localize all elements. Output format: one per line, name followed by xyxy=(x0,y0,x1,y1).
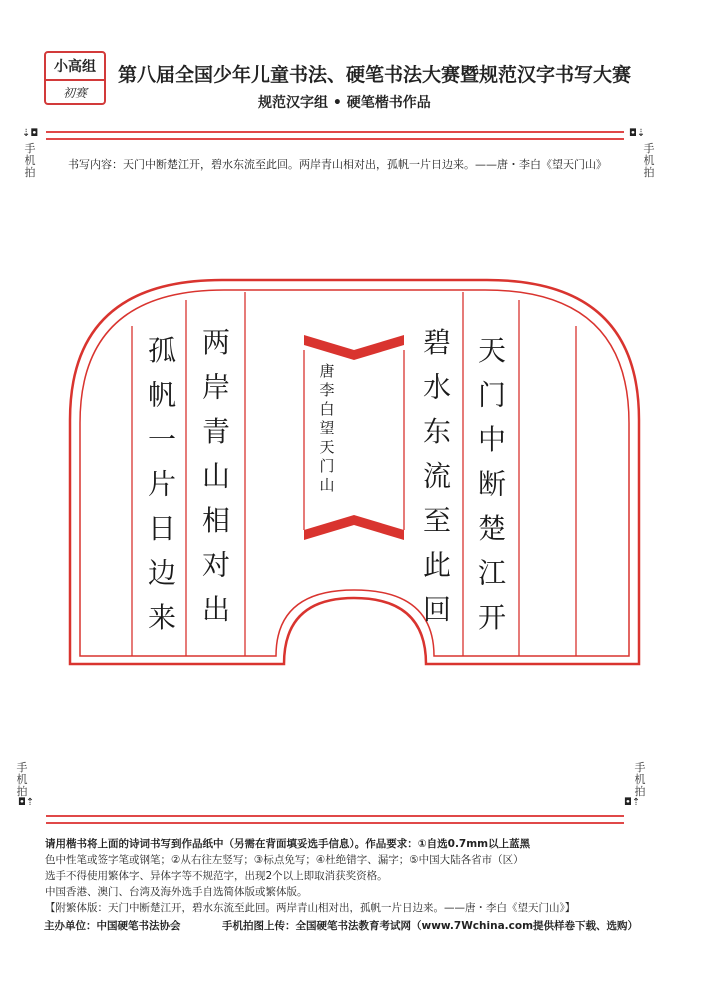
phone-photo-label-bottom-right: 手机拍 xyxy=(634,761,646,798)
calligraphy-char: 回 xyxy=(422,593,452,626)
calligraphy-char: 水 xyxy=(422,370,452,404)
calligraphy-char: 两 xyxy=(201,326,231,359)
requirements-line: 请用楷书将上面的诗词书写到作品纸中（另需在背面填妥选手信息）。作品要求：①自选0.7mm以上蓝黑 xyxy=(45,838,531,850)
calligraphy-char: 门 xyxy=(477,378,507,412)
bottom-rule-inner xyxy=(46,822,624,824)
requirements-line: 选手不得使用繁体字、异体字等不规范字，出现2个以上即取消获奖资格。 xyxy=(45,870,388,882)
requirements-line: 色中性笔或签字笔或钢笔；②从右往左竖写；③标点免写；④杜绝错字、漏字；⑤中国大陆各省市（区） xyxy=(45,854,524,866)
camera-mark-bottom-right xyxy=(624,797,640,808)
calligraphy-char: 流 xyxy=(422,459,452,493)
writing-content-line: 书写内容：天门中断楚江开，碧水东流至此回。两岸青山相对出，孤帆一片日边来。——唐・李白《望天门山》 xyxy=(68,158,607,171)
calligraphy-char: 对 xyxy=(201,548,231,582)
calligraphy-char: 岸 xyxy=(201,370,231,404)
page-title: 第八届全国少年儿童书法、硬笔书法大赛暨规范汉字书写大赛 xyxy=(118,64,632,86)
camera-icon: ◘ xyxy=(624,797,632,808)
calligraphy-char: 来 xyxy=(147,601,177,634)
calligraphy-char: 碧 xyxy=(422,326,452,359)
calligraphy-char: 片 xyxy=(147,467,177,501)
signature-char: 门 xyxy=(319,457,335,475)
signature-char: 白 xyxy=(319,400,335,418)
calligraphy-char: 天 xyxy=(477,334,507,367)
signature-top-ornament xyxy=(304,335,404,360)
page-subtitle: 规范汉字组 • 硬笔楷书作品 xyxy=(258,95,431,111)
requirements-line: 【附繁体版：天门中断楚江开，碧水东流至此回。两岸青山相对出，孤帆一片日边来。——唐・李白《望天门山》】 xyxy=(45,902,576,914)
requirements-block xyxy=(45,836,635,916)
calligraphy-char: 日 xyxy=(147,512,177,545)
footer-upload-info: 手机拍图上传：全国硬笔书法教育考试网（www.7Wchina.com提供样卷下载、选购） xyxy=(222,920,639,932)
phone-photo-label-top-right: 手机拍 xyxy=(643,142,655,179)
phone-photo-label-top-left: 手机拍 xyxy=(24,142,36,179)
camera-icon: ◘ xyxy=(18,797,26,808)
footer-organizer: 主办单位：中国硬笔书法协会 xyxy=(44,920,181,932)
signature-char: 唐 xyxy=(319,362,335,380)
signature-char: 山 xyxy=(319,476,335,494)
calligraphy-char: 东 xyxy=(422,415,452,448)
arrow-icon: ⇡ xyxy=(631,797,641,808)
calligraphy-char: 山 xyxy=(201,459,231,493)
signature-char: 李 xyxy=(319,381,335,399)
badge-round-label: 初赛 xyxy=(62,85,87,100)
calligraphy-char: 此 xyxy=(422,548,452,582)
signature-char: 天 xyxy=(319,438,335,456)
calligraphy-char: 断 xyxy=(477,467,507,501)
calligraphy-char: 一 xyxy=(147,423,177,456)
calligraphy-char: 相 xyxy=(201,504,231,537)
arrow-icon: ⇡ xyxy=(25,797,35,808)
calligraphy-char: 青 xyxy=(201,415,231,448)
calligraphy-char: 开 xyxy=(477,601,507,634)
requirements-line: 中国香港、澳门、台湾及海外选手自选简体版或繁体版。 xyxy=(45,886,308,898)
camera-icon: ◘ xyxy=(30,128,39,139)
calligraphy-char: 边 xyxy=(147,556,177,590)
calligraphy-char: 帆 xyxy=(147,378,177,412)
signature-bottom-ornament xyxy=(304,515,404,540)
camera-icon: ◘ xyxy=(629,128,637,139)
calligraphy-char: 孤 xyxy=(147,334,177,367)
calligraphy-char: 出 xyxy=(201,593,231,626)
signature-char: 望 xyxy=(319,419,335,437)
phone-photo-label-bottom-left: 手机拍 xyxy=(16,761,28,798)
badge-group-label: 小高组 xyxy=(46,53,104,81)
camera-mark-bottom-left xyxy=(18,797,34,808)
arrow-icon: ⇣ xyxy=(636,128,646,139)
calligraphy-char: 中 xyxy=(477,423,507,456)
calligraphy-char: 江 xyxy=(477,556,507,590)
calligraphy-char: 楚 xyxy=(477,512,507,545)
arrow-icon: ⇣ xyxy=(22,128,31,139)
bottom-rule xyxy=(46,815,624,817)
calligraphy-char: 至 xyxy=(422,504,452,537)
